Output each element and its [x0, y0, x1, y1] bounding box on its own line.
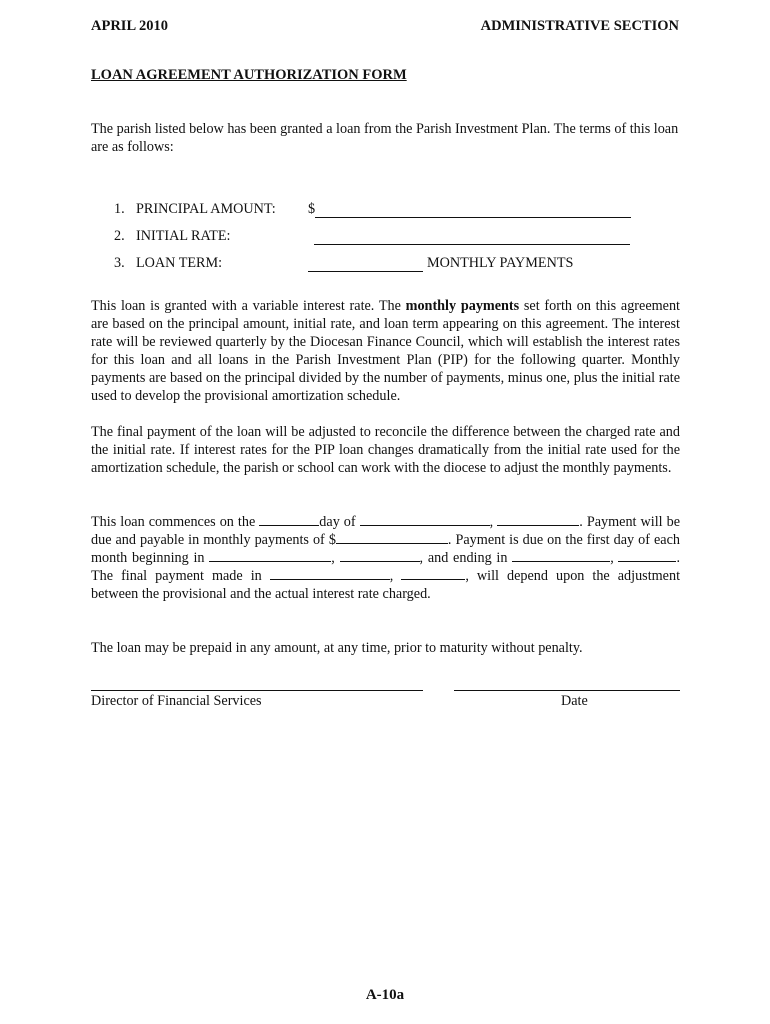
para-text: ,: [331, 550, 340, 566]
para-text: This loan is granted with a variable interest rate. The: [91, 298, 406, 314]
begin-month-field[interactable]: [209, 549, 331, 562]
monthly-payment-field[interactable]: [336, 531, 448, 544]
para-text: . The final payment made in: [91, 550, 681, 584]
para-text: day of: [319, 514, 360, 530]
intro-paragraph: The parish listed below has been granted a loan from the Parish Investment Plan. The terms of this loan are as follows:: [91, 121, 679, 155]
para-text: . Payment is due on the first day of each month beginning in: [91, 532, 680, 566]
date-signature-label: Date: [561, 693, 588, 709]
commence-month-field[interactable]: [360, 513, 490, 526]
para-text: This loan commences on the: [91, 514, 260, 530]
term-number: 2.: [114, 228, 125, 244]
page-header: [91, 18, 679, 35]
bold-text: monthly payments: [405, 298, 520, 314]
term-loan-term: [114, 245, 644, 272]
commence-day-field[interactable]: [259, 513, 319, 526]
final-payment-month-field[interactable]: [270, 567, 390, 580]
header-section: ADMINISTRATIVE SECTION: [480, 18, 679, 34]
commence-year-field[interactable]: [497, 513, 579, 526]
director-signature-label: Director of Financial Services: [91, 693, 262, 709]
loan-terms-list: [114, 191, 644, 272]
end-year-field[interactable]: [618, 549, 676, 562]
date-signature-line[interactable]: [454, 690, 680, 691]
begin-year-field[interactable]: [340, 549, 420, 562]
term-number: 3.: [114, 255, 125, 271]
loan-term-field[interactable]: [308, 257, 423, 272]
para-text: ,: [389, 568, 402, 584]
initial-rate-field[interactable]: [314, 230, 630, 245]
para-text: ,: [489, 514, 498, 530]
commencement-paragraph: [91, 513, 680, 603]
variable-rate-paragraph: [91, 297, 680, 405]
end-month-field[interactable]: [512, 549, 610, 562]
director-signature-line[interactable]: [91, 690, 423, 691]
para-text: ,: [610, 550, 619, 566]
currency-symbol: $: [308, 201, 316, 217]
page-number: A-10a: [365, 987, 405, 1003]
header-date: APRIL 2010: [91, 18, 168, 34]
principal-amount-field[interactable]: [315, 203, 631, 218]
prepayment-paragraph: The loan may be prepaid in any amount, at any time, prior to maturity without penalty.: [91, 640, 583, 656]
final-payment-year-field[interactable]: [401, 567, 465, 580]
para-text: set forth on this agreement are based on the principal amount, initial rate, and loan term appearing on this agreement. The interest rate will be reviewed quarterly by the Diocesan Finance Council, which will establish the interest rates for this loan and all loans in the Parish Investment Plan (PIP) for the following quarter. Monthly payments are based on the principal divided by the number of payments, minus one, plus the initial rate used to develop the provisional amortization schedule.: [91, 298, 680, 404]
form-title: LOAN AGREEMENT AUTHORIZATION FORM: [91, 67, 407, 83]
term-label: PRINCIPAL AMOUNT:: [136, 201, 276, 217]
para-text: . Payment will be due and payable in monthly payments of $: [91, 514, 680, 548]
term-suffix: MONTHLY PAYMENTS: [427, 255, 574, 271]
para-text: , will depend upon the adjustment between the provisional and the actual interest rate charged.: [91, 568, 681, 602]
term-label: INITIAL RATE:: [136, 228, 231, 244]
term-label: LOAN TERM:: [136, 255, 223, 271]
term-number: 1.: [114, 201, 125, 217]
final-payment-paragraph: The final payment of the loan will be adjusted to reconcile the difference between the charged rate and the initial rate. If interest rates for the PIP loan changes dramatically from the initial rate used for the amortization schedule, the parish or school can work with the diocese to adjust the monthly payments.: [91, 424, 680, 476]
term-initial-rate: [114, 218, 644, 245]
para-text: , and ending in: [419, 550, 513, 566]
term-principal-amount: [114, 191, 644, 218]
